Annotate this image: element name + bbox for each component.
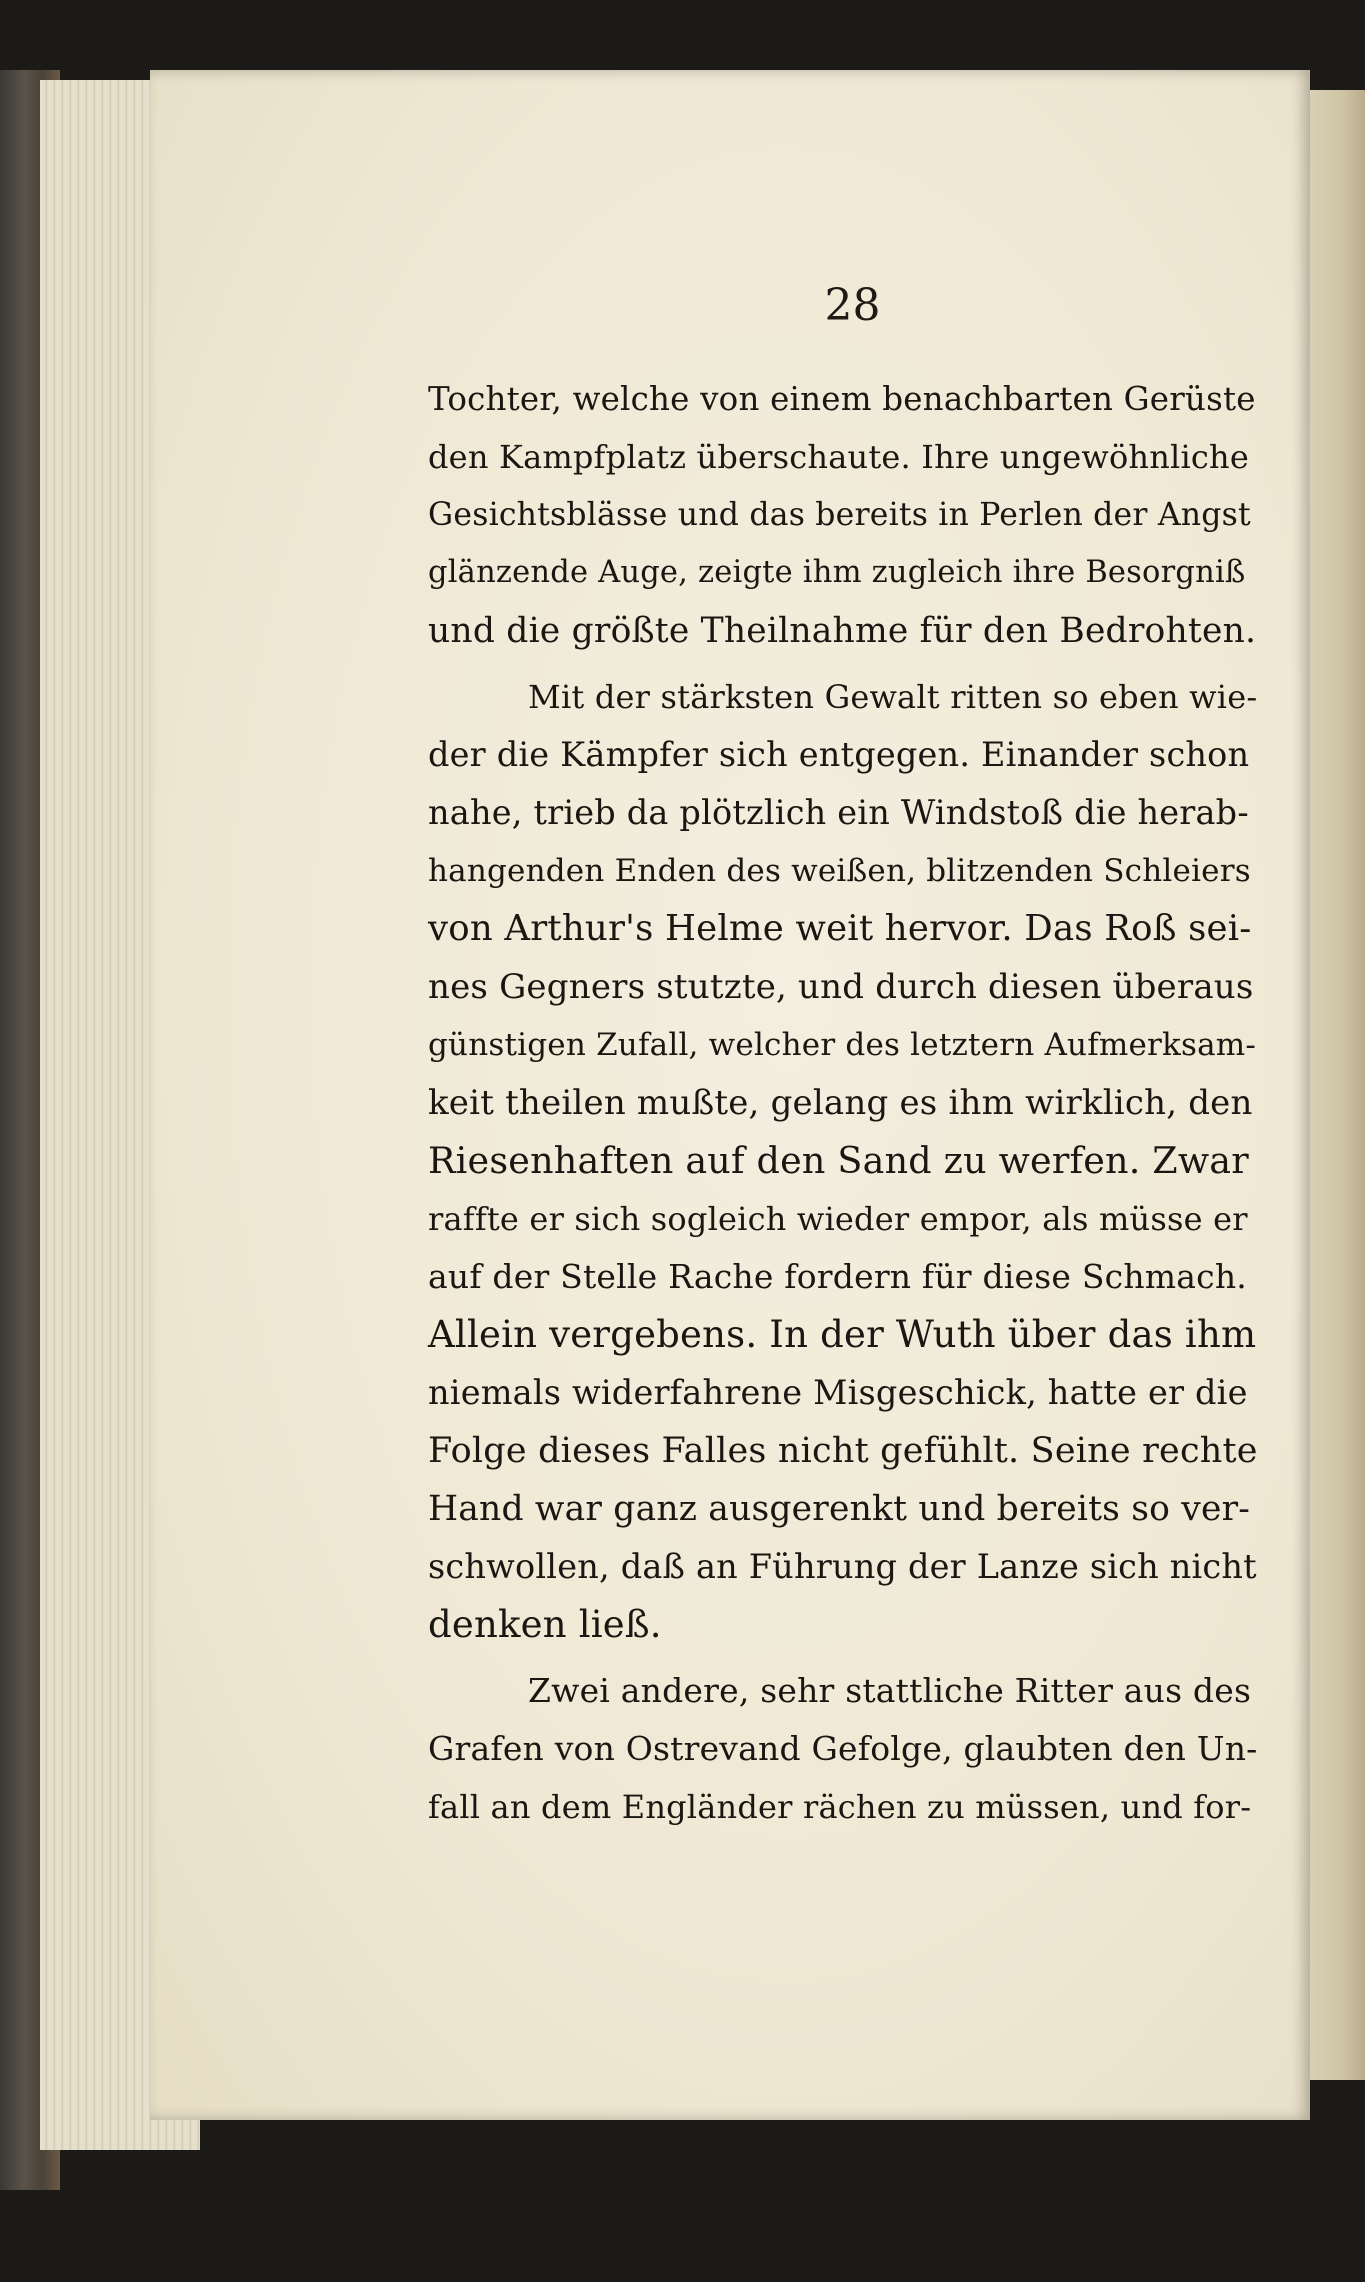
body-text [428, 370, 1258, 1836]
paragraph-2 [428, 668, 1258, 1654]
text-line: Gesichtsblässe und das bereits in Perlen der Angst [428, 497, 1251, 533]
page-number: 28 [824, 280, 881, 331]
text-line: Hand war ganz ausgerenkt und bereits so ver- [428, 1489, 1251, 1529]
text-line: den Kampfplatz überschaute. Ihre ungewöhnliche [428, 438, 1249, 476]
text-line: günstigen Zufall, welcher des letztern Aufmerksam- [428, 1027, 1257, 1063]
text-line: Zwei andere, sehr stattliche Ritter aus des [528, 1671, 1252, 1710]
text-line: niemals widerfahrene Misgeschick, hatte er die [428, 1373, 1248, 1412]
text-line: Folge dieses Falles nicht gefühlt. Seine rechte [428, 1431, 1258, 1471]
text-line: Riesenhaften auf den Sand zu werfen. Zwar [428, 1139, 1249, 1182]
text-line: auf der Stelle Rache fordern für diese Schmach. [428, 1257, 1247, 1296]
facing-page-edge [1310, 90, 1365, 2080]
text-line: schwollen, daß an Führung der Lanze sich nicht [428, 1547, 1257, 1586]
text-line: Grafen von Ostrevand Gefolge, glaubten den Un- [428, 1729, 1258, 1768]
text-line: nes Gegners stutzte, und durch diesen überaus [428, 967, 1254, 1007]
paragraph-1 [428, 370, 1258, 660]
text-line: fall an dem Engländer rächen zu müssen, und for- [428, 1788, 1252, 1826]
paragraph-3 [428, 1662, 1258, 1836]
text-line: nahe, trieb da plötzlich ein Windstoß die herab- [428, 793, 1249, 832]
text-line: denken ließ. [428, 1603, 662, 1646]
text-line: Tochter, welche von einem benachbarten Gerüste [428, 380, 1256, 418]
text-line: glänzende Auge, zeigte ihm zugleich ihre Besorgniß [428, 555, 1246, 590]
text-line: und die größte Theilnahme für den Bedrohten. [428, 611, 1257, 651]
text-line: von Arthur's Helme weit hervor. Das Roß sei- [428, 908, 1252, 949]
text-line: keit theilen mußte, gelang es ihm wirklich, den [428, 1083, 1253, 1123]
text-line: Allein vergebens. In der Wuth über das ihm [428, 1313, 1257, 1356]
text-line: Mit der stärksten Gewalt ritten so eben wie- [528, 678, 1258, 716]
text-line: der die Kämpfer sich entgegen. Einander schon [428, 735, 1250, 774]
text-line: hangenden Enden des weißen, blitzenden Schleiers [428, 853, 1251, 889]
text-line: raffte er sich sogleich wieder empor, als müsse er [428, 1200, 1248, 1238]
